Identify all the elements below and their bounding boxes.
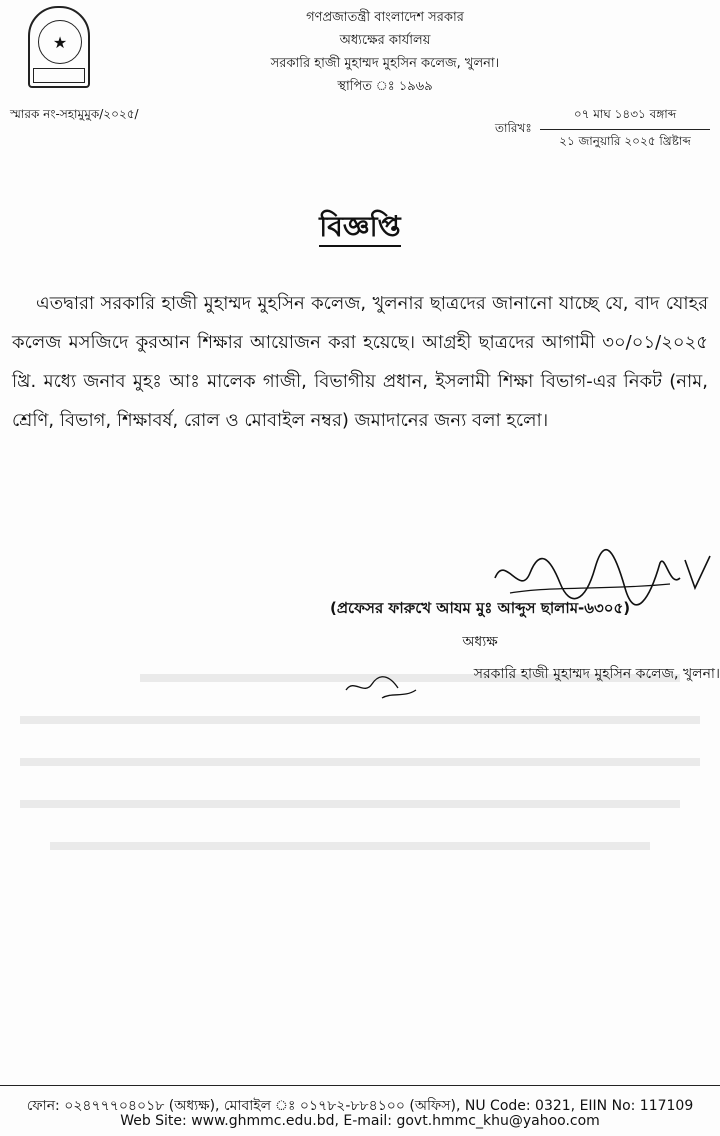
notice-title-text: বিজ্ঞপ্তি	[319, 210, 400, 247]
bangla-date: ০৭ মাঘ ১৪৩১ বঙ্গাব্দ	[540, 106, 710, 130]
seal-base	[33, 68, 85, 83]
govt-name: গণপ্রজাতন্ত্রী বাংলাদেশ সরকার	[306, 10, 464, 25]
notice-body: এতদ্বারা সরকারি হাজী মুহাম্মদ মুহসিন কলেজ, খুলনার ছাত্রদের জানানো যাচ্ছে যে, বাদ যোহর কলেজ মসজিদে কুরআন শিক্ষার আয়োজন করা হয়েছে। আগ্রহী ছাত্রদের আগামী ৩০/০১/২০২৫ খ্রি. মধ্যে জনাব মুহঃ আঃ মালেক গাজী, বিভাগীয় প্রধান, ইসলামী শিক্ষা বিভাগ-এর নিকট (নাম, শ্রেণি, বিভাগ, শিক্ষাবর্ষ, রোল ও মোবাইল নম্বর) জমাদানের জন্য বলা হলো।	[12, 293, 708, 431]
memo-number: স্মারক নং-সহামুমুক/২০২৫/	[10, 107, 139, 121]
signatory-name: (প্রফেসর ফারুখে আযম মুঃ আব্দুস ছালাম-৬৩০৫)	[330, 599, 631, 617]
signature-block	[330, 597, 720, 686]
date-label: তারিখঃ	[495, 121, 532, 135]
established-year: স্থাপিত ঃ ১৯৬৯	[337, 79, 433, 94]
date-block	[540, 106, 710, 153]
footer-web: Web Site: www.ghmmc.edu.bd, E-mail: govt.hmmc_khu@yahoo.com	[120, 1113, 600, 1129]
signatory-org: সরকারি হাজী মুহাম্মদ মুহসিন কলেজ, খুলনা।	[473, 666, 720, 682]
office-name: অধ্যক্ষের কার্যালয়	[339, 33, 431, 48]
footer-contact: ফোন: ০২৪৭৭৭০৪০১৮ (অধ্যক্ষ), মোবাইল ঃ ০১৭৮২-৮৮৪১০০ (অফিস), NU Code: 0321, EIIN No: 117109	[26, 1098, 694, 1114]
footer-divider	[0, 1085, 720, 1086]
english-date: ২১ জানুয়ারি ২০২৫ খ্রিষ্টাব্দ	[559, 134, 691, 148]
college-seal-logo	[28, 6, 90, 88]
signatory-title: অধ্যক্ষ	[462, 634, 498, 650]
notice-title	[0, 205, 720, 252]
star-icon: ★	[38, 20, 82, 64]
college-name: সরকারি হাজী মুহাম্মদ মুহসিন কলেজ, খুলনা।	[270, 56, 500, 71]
